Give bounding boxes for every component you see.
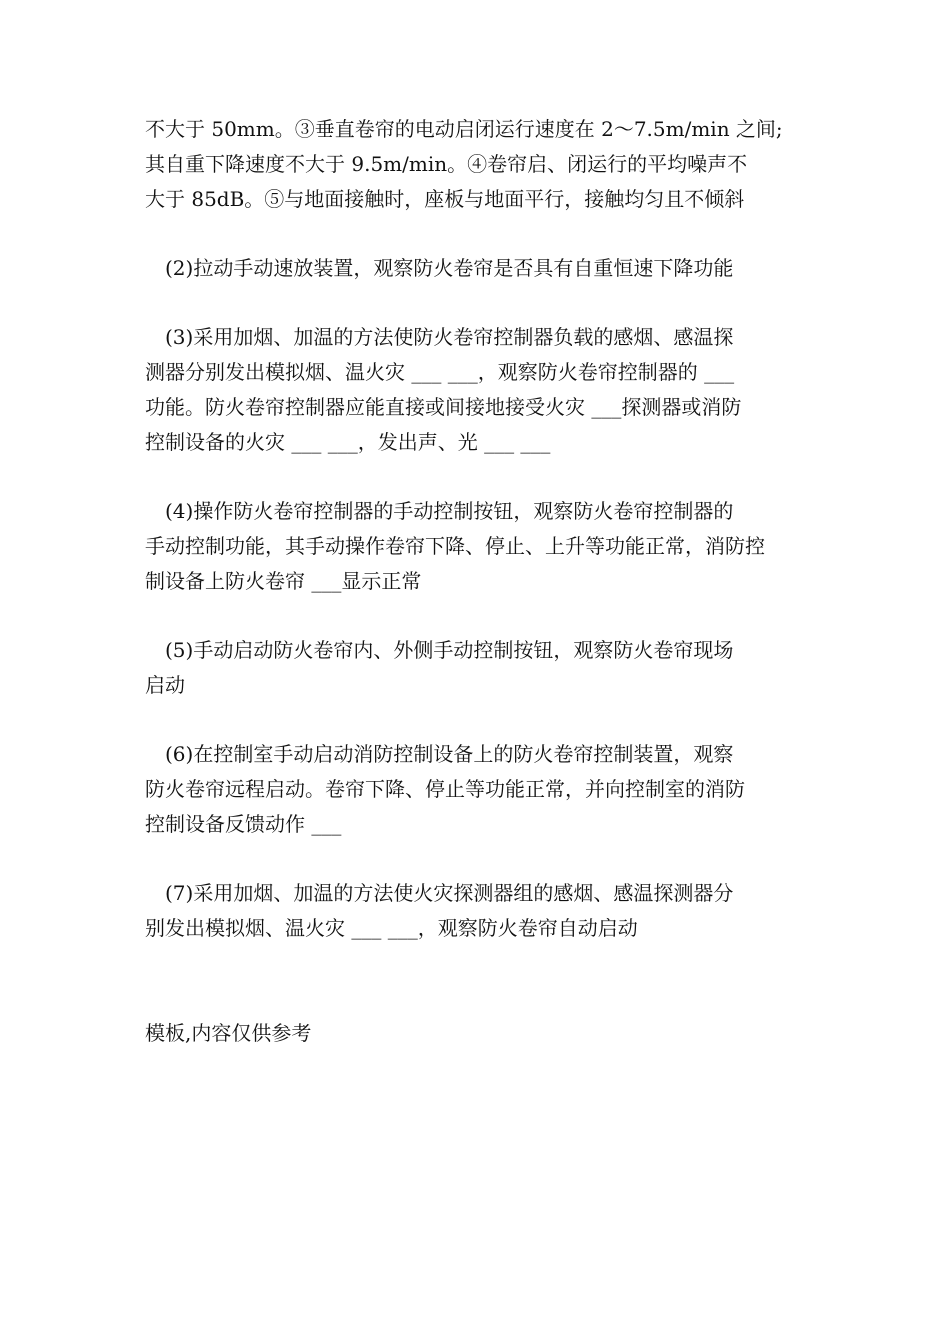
footer-note: 模板,内容仅供参考	[145, 1021, 312, 1045]
paragraph-item-6	[145, 737, 810, 842]
text-line: 功能。防火卷帘控制器应能直接或间接地接受火灾 ___探测器或消防	[145, 395, 742, 419]
text-line: 大于 85dB。⑤与地面接触时，座板与地面平行，接触均匀且不倾斜	[145, 187, 745, 211]
paragraph-item-5	[145, 633, 810, 703]
text-line: (6)在控制室手动启动消防控制设备上的防火卷帘控制装置，观察	[165, 742, 734, 766]
document-page	[145, 112, 810, 1051]
text-line: 控制设备的火灾 ___ ___，发出声、光 ___ ___	[145, 430, 551, 454]
text-line: 不大于 50mm。③垂直卷帘的电动启闭运行速度在 2～7.5m/min 之间;	[145, 117, 783, 141]
text-line: (4)操作防火卷帘控制器的手动控制按钮，观察防火卷帘控制器的	[165, 499, 734, 523]
text-line: 控制设备反馈动作 ___	[145, 812, 342, 836]
paragraph-item-3	[145, 320, 810, 460]
text-line: 启动	[145, 673, 185, 697]
paragraph-item-7	[145, 876, 810, 946]
paragraph-item-4	[145, 494, 810, 599]
text-line: (7)采用加烟、加温的方法使火灾探测器组的感烟、感温探测器分	[165, 881, 734, 905]
paragraph-item-2	[145, 251, 810, 286]
text-line: (5)手动启动防火卷帘内、外侧手动控制按钮，观察防火卷帘现场	[165, 638, 734, 662]
text-line: 别发出模拟烟、温火灾 ___ ___，观察防火卷帘自动启动	[145, 916, 638, 940]
text-line: 防火卷帘远程启动。卷帘下降、停止等功能正常，并向控制室的消防	[145, 777, 745, 801]
text-line: (2)拉动手动速放装置，观察防火卷帘是否具有自重恒速下降功能	[165, 256, 734, 280]
text-line: 手动控制功能，其手动操作卷帘下降、停止、上升等功能正常，消防控	[145, 534, 765, 558]
text-line: (3)采用加烟、加温的方法使防火卷帘控制器负载的感烟、感温探	[165, 325, 734, 349]
text-line: 测器分别发出模拟烟、温火灾 ___ ___，观察防火卷帘控制器的 ___	[145, 360, 735, 384]
text-line: 制设备上防火卷帘 ___显示正常	[145, 569, 422, 593]
text-line: 其自重下降速度不大于 9.5m/min。④卷帘启、闭运行的平均噪声不	[145, 152, 748, 176]
spacer	[145, 980, 810, 1016]
paragraph-continuation	[145, 112, 810, 217]
